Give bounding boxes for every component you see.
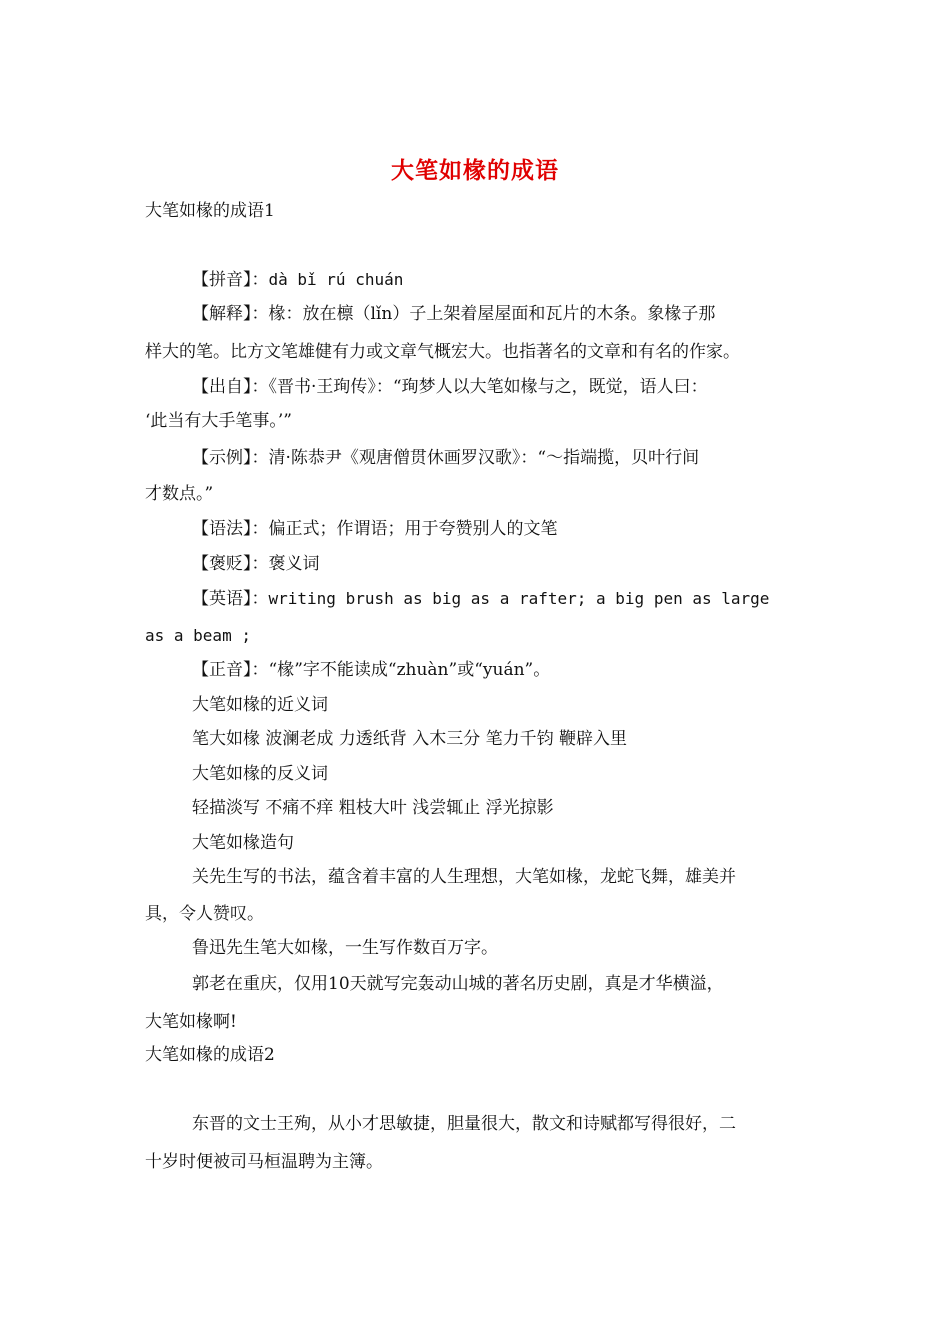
source-line1: 《晋书·王珣传》：“珣梦人以大笔如椽与之，既觉，语人曰：: [268, 377, 708, 397]
story-line2: 十岁时便被司马桓温聘为主簿。: [145, 1152, 383, 1172]
page-title: 大笔如椽的成语: [391, 157, 559, 184]
synonyms-heading: 大笔如椽的近义词: [192, 695, 328, 715]
antonyms-heading: 大笔如椽的反义词: [192, 764, 328, 784]
pinyin-value: dà bǐ rú chuán: [268, 270, 404, 289]
section1-heading: 大笔如椽的成语1: [145, 201, 275, 221]
sentence1-line2: 具，令人赞叹。: [145, 904, 264, 924]
connotation-value: 褒义词: [268, 554, 320, 574]
explanation-line2: 样大的笔。比方文笔雄健有力或文章气概宏大。也指著名的文章和有名的作家。: [145, 342, 740, 362]
connotation-row: [192, 552, 320, 576]
pronunciation-value: “椽”字不能读成“zhuàn”或“yuán”。: [268, 660, 551, 680]
example-line1: 清·陈恭尹《观唐僧贯休画罗汉歌》：“～指端揽，贝叶行间: [268, 448, 700, 468]
sentence1-line1: 关先生写的书法，蕴含着丰富的人生理想，大笔如椽，龙蛇飞舞，雄美并: [192, 867, 736, 887]
grammar-value: 偏正式；作谓语；用于夸赞别人的文笔: [268, 519, 558, 539]
pinyin-label: 【拼音】：: [192, 270, 269, 290]
grammar-label: 【语法】：: [192, 519, 269, 539]
english-line2: as a beam ;: [145, 626, 251, 645]
explanation-label: 【解释】：: [192, 304, 269, 324]
explanation-row: [192, 302, 715, 326]
story-line1: 东晋的文士王殉，从小才思敏捷，胆量很大，散文和诗赋都写得很好，二: [192, 1114, 736, 1134]
sentence3-line1: 郭老在重庆，仅用10天就写完轰动山城的著名历史剧，真是才华横溢，: [192, 974, 724, 994]
english-line1: writing brush as big as a rafter; a big pen as large: [268, 589, 770, 608]
synonyms-list: 笔大如椽 波澜老成 力透纸背 入木三分 笔力千钧 鞭辟入里: [192, 729, 628, 749]
antonyms-list: 轻描淡写 不痛不痒 粗枝大叶 浅尝辄止 浮光掠影: [192, 798, 554, 818]
sentences-heading: 大笔如椽造句: [192, 833, 294, 853]
pronunciation-row: [192, 658, 550, 682]
example-line2: 才数点。”: [145, 484, 214, 504]
explanation-line1: 椽：放在檩（lǐn）子上架着屋屋面和瓦片的木条。象椽子那: [268, 304, 716, 324]
sentence2: 鲁迅先生笔大如椽，一生写作数百万字。: [192, 938, 498, 958]
connotation-label: 【褒贬】：: [192, 554, 269, 574]
sentence3-line2: 大笔如椽啊!: [145, 1012, 237, 1032]
source-line2: ‘此当有大手笔事。’”: [145, 411, 292, 431]
pinyin-row: [192, 268, 403, 292]
english-label: 【英语】：: [192, 589, 269, 609]
section2-heading: 大笔如椽的成语2: [145, 1045, 275, 1065]
pronunciation-label: 【正音】：: [192, 660, 269, 680]
example-row: [192, 446, 699, 470]
english-row: [192, 587, 769, 611]
source-label: 【出自】：: [192, 377, 269, 397]
example-label: 【示例】：: [192, 448, 269, 468]
source-row: [192, 375, 708, 399]
grammar-row: [192, 517, 558, 541]
